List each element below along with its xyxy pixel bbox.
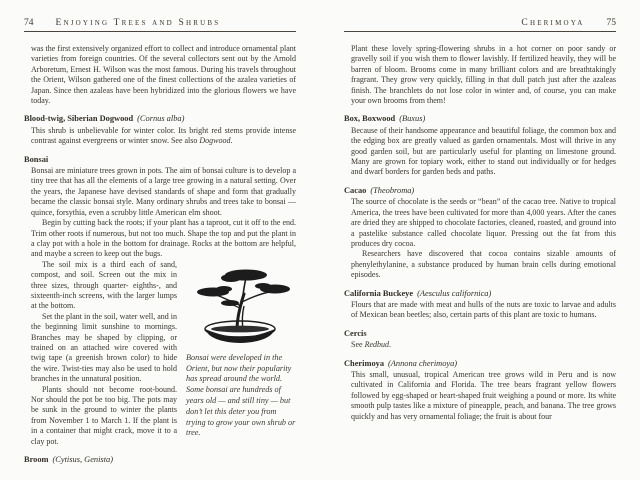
- body-paragraph: The source of chocolate is the seeds or “bean” of the cacao tree. Native to tropical America, the trees have been cultivated for more than 4,000 years. After the canes are dried they are shipped to chocolate factories, cleaned, roasted, and ground into a pastelike substance called chocolate liquor. Pressing out the fat from this produces dry cocoa.: [351, 197, 616, 248]
- section-name: Broom: [24, 455, 49, 465]
- section-latin-name: (Buxus): [399, 114, 426, 124]
- right-page-body: [344, 44, 616, 422]
- body-paragraph: Begin by cutting back the roots; if your plant has a taproot, cut it off to the end. Trim other roots if numerous, but not too much. Shape the top and put the plant in a clay pot with a hole in the bottom for drainage. Rocks at the bottom are helpful, and maybe a screen to keep out the bugs.: [31, 218, 296, 259]
- section-heading: [344, 329, 616, 339]
- section-name: Cherimoya: [344, 358, 385, 368]
- body-paragraph: See Redbud.: [351, 340, 391, 350]
- left-page-header: [24, 18, 296, 28]
- continued-paragraph: was the first extensively organized effort to collect and introduce ornamental plant varieties from foreign countries. Of the several collectors sent out by the Arnold Arboretum, Ernest H. Wilson was the most famous. During his travels throughout the Orient, Wilson gathered one of the finest collections of the azalea varieties of Japan. Since then azaleas have been hybridized into the glorious flowers we have today.: [31, 44, 296, 106]
- continued-paragraph: Plant these lovely spring-flowering shrubs in a hot corner on poor sandy or gravelly soil if you wish them to flower lavishly. If fertilized heavily, they will be barren of bloom. Brooms come in many brilliant colors and are breathtakingly fragrant. They grow very quickly, filling in that dull patch just after the azaleas finish. The branchlets do not lose color in winter and, of course, you can make your own brooms from them!: [351, 44, 616, 106]
- section-name: Cacao: [344, 185, 367, 195]
- header-rule: [24, 31, 296, 32]
- bonsai-tree-illustration: [186, 262, 296, 346]
- body-paragraph: Bonsai are miniature trees grown in pots. The aim of bonsai culture is to develop a tiny tree that has all the elements of a large tree growing in a natural setting. Over the years, the Japanese have devised standards of shape and form that gradually became the classic bonsai style. Many ordinary shrubs and trees take to bonsai — quince, forsythia, even a scrubby little American elm shoot.: [31, 166, 296, 217]
- page-number: 75: [606, 18, 616, 28]
- section-heading: [24, 155, 296, 165]
- section-latin-name: (Theobroma): [370, 185, 415, 195]
- section-cherimoya: [344, 359, 616, 422]
- section-heading: [344, 186, 616, 196]
- right-page: [344, 18, 616, 474]
- section-name: Box, Boxwood: [344, 114, 396, 124]
- body-paragraph: The soil mix is a third each of sand, compost, and soil. Screen out the mix in three sizes, through quarter- eighths-, and sixteenth-inch screens, with the larger lumps at the bottom.: [31, 259, 177, 311]
- section-heading: [344, 289, 616, 299]
- section-latin-name: (Cytisus, Genista): [52, 455, 113, 465]
- illustration-caption: Bonsai were developed in the Orient, but now their popularity has spread around the world. Some bonsai are hundreds of years old — and still tiny — but don’t let this deter you from trying to grow your own shrub or tree.: [186, 352, 296, 438]
- section-latin-name: (Aesculus californica): [417, 288, 492, 298]
- left-page-body: [24, 44, 296, 465]
- body-paragraph: Because of their handsome appearance and beautiful foliage, the common box and the edging box are greatly valued as garden ornamentals. Most will thrive in any good garden soil, but are particularly useful for planting on limestone ground. Many are grown for topiary work, either to stand out individually or for hedges and dwarf borders for garden beds and paths.: [351, 125, 616, 177]
- section-heading: [24, 114, 296, 124]
- section-name: Bonsai: [24, 154, 49, 164]
- section-blood-twig: [24, 114, 296, 146]
- section-bonsai: [24, 155, 296, 447]
- body-paragraph: This shrub is unbelievable for winter color. Its bright red stems provide intense contrast against evergreens or winter snow. See also Dogwood.: [31, 125, 296, 146]
- section-box-boxwood: [344, 114, 616, 177]
- section-broom: [24, 455, 296, 465]
- section-name: Cercis: [344, 328, 367, 338]
- body-paragraph: Flours that are made with meat and hulls of the nuts are toxic to larvae and adults of Mexican bean beetles; also, certain parts of this plant are toxic to humans.: [351, 299, 616, 320]
- section-heading: [344, 114, 616, 124]
- bonsai-figure: [186, 262, 296, 439]
- body-paragraph: Set the plant in the soil, water well, and in the beginning limit sunshine to mornings. Branches may be shaped by clipping, or trained on an attached wire covered with twig tape (a greenish brown color) to hide the wire. Twist-ties may also be used to hold branches in the unnatural position.: [31, 311, 177, 384]
- running-head: Enjoying Trees and Shrubs: [55, 18, 221, 28]
- section-cacao: [344, 186, 616, 281]
- body-paragraph: Researchers have discovered that cocoa contains sizable amounts of phenylethylanine, a substance produced by human brain cells during emotional episodes.: [351, 249, 616, 280]
- body-paragraph: This small, unusual, tropical American tree grows wild in Peru and is now cultivated in California and Florida. The tree bears fragrant yellow flowers followed by egg-shaped or heart-shaped fruit weighing a pound or more. Its white smooth pulp tastes like a mixture of pineapple, peach, and banana. The tree grows quickly and has very ornamental foliage; the fruit is about four: [351, 369, 616, 421]
- section-name: California Buckeye: [344, 288, 414, 298]
- section-name: Blood-twig, Siberian Dogwood: [24, 114, 134, 124]
- right-page-header: [344, 18, 616, 28]
- left-page: [24, 18, 296, 474]
- running-head: Cherimoya: [521, 18, 585, 28]
- section-latin-name: (Annona cherimoya): [388, 358, 458, 368]
- section-latin-name: (Cornus alba): [137, 114, 185, 124]
- section-heading: [24, 455, 296, 465]
- body-paragraph: Plants should not become root-bound. Nor should the pot be too big. The pots may be sunk in the ground to winter the plants from November 1 to March 1. If the plant is in a container that might crack, move it to a clay pot.: [31, 384, 177, 446]
- section-heading: [344, 359, 616, 369]
- section-california-buckeye: [344, 289, 616, 321]
- section-cercis: [344, 329, 616, 351]
- header-rule: [344, 31, 616, 32]
- page-number: 74: [24, 18, 34, 28]
